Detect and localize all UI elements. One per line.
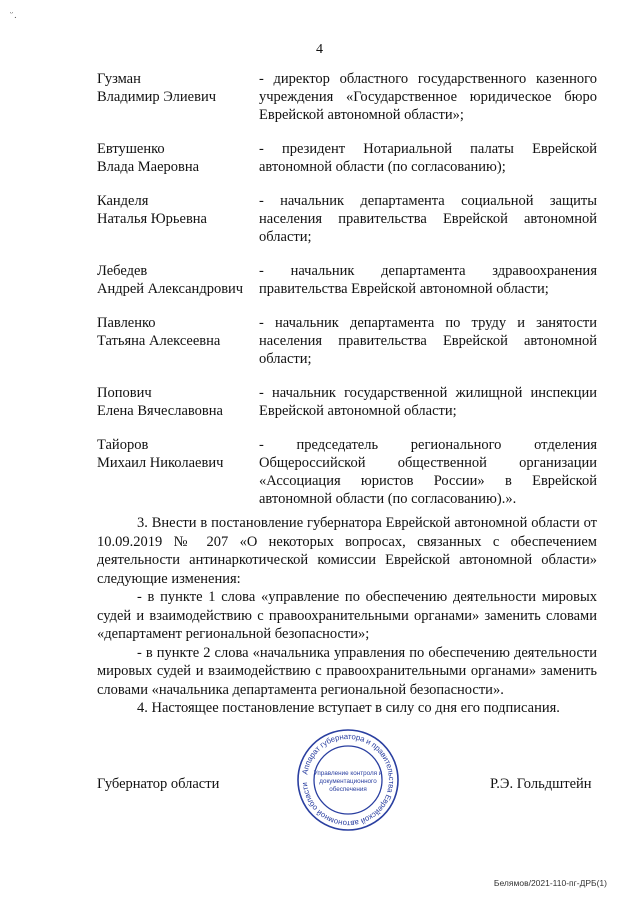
member-entry [97,384,597,420]
member-entry [97,262,597,298]
paragraph-3: 3. Внести в постановление губернатора Еврейской автономной области от 10.09.2019 № 207 «О некоторых вопросах, связанных с обеспечением деятельности антинаркотической комиссии Еврейской автономной области» следующие изменения: [97,515,597,587]
stamp-center-line-3: обеспечения [329,786,367,793]
stamp-center-line-2: документационного [319,778,377,785]
member-role: - директор областного государственного казенного учреждения «Государственное юридическое бюро Еврейской автономной области»; [259,71,597,123]
member-role: - председатель регионального отделения Общероссийской общественной организации «Ассоциация юристов России» в Еврейской автономной области (по согласованию).». [259,437,597,507]
commission-members-list [97,70,597,508]
page-number: 4 [316,42,323,57]
stamp-ring-text: Аппарат губернатора и правительства Еврейской автономной области [300,731,397,829]
member-name: Павленко Татьяна Алексеевна [97,315,221,349]
signatory-name: Р.Э. Гольдштейн [490,776,592,792]
member-name: Лебедев Андрей Александрович [97,263,244,297]
member-name: Попович Елена Вячеславовна [97,385,223,419]
member-name: Тайоров Михаил Николаевич [97,437,224,471]
member-role: - начальник департамента здравоохранения правительства Еврейской автономной области; [259,263,597,297]
member-role: - начальник департамента социальной защиты населения правительства Еврейской автономной области; [259,193,597,245]
member-entry [97,314,597,368]
signatory-title: Губернатор области [97,776,220,792]
member-name: Канделя Наталья Юрьевна [97,193,207,227]
member-entry [97,70,597,124]
paragraph-4: 4. Настоящее постановление вступает в силу со дня его подписания. [137,700,560,716]
official-stamp [296,728,400,832]
member-name: Гузман Владимир Элиевич [97,71,217,105]
member-name: Евтушенко Влада Маеровна [97,141,200,175]
member-entry [97,140,597,176]
scan-marks: ᵕ ̣ [10,8,16,19]
member-entry [97,192,597,246]
resolution-body [97,514,597,718]
stamp-center-line-1: Управление контроля и [313,770,383,777]
member-entry [97,436,597,508]
paragraph-3-item-2: - в пункте 2 слова «начальника управления по обеспечению деятельности мировых судей и взаимодействию с правоохранительными органами» заменить словами «начальника департамента региональной безопасности». [97,644,597,698]
document-code: Белямов/2021-110-пг-ДРБ(1) [493,878,607,888]
member-role: - начальник государственной жилищной инспекции Еврейской автономной области; [259,385,597,419]
paragraph-3-item-1: - в пункте 1 слова «управление по обеспечению деятельности мировых судей и взаимодействию с правоохранительными органами» заменить словами «департамент региональной безопасности»; [97,589,597,642]
member-role: - президент Нотариальной палаты Еврейской автономной области (по согласованию); [259,141,597,175]
member-role: - начальник департамента по труду и занятости населения правительства Еврейской автономной области; [259,315,597,367]
